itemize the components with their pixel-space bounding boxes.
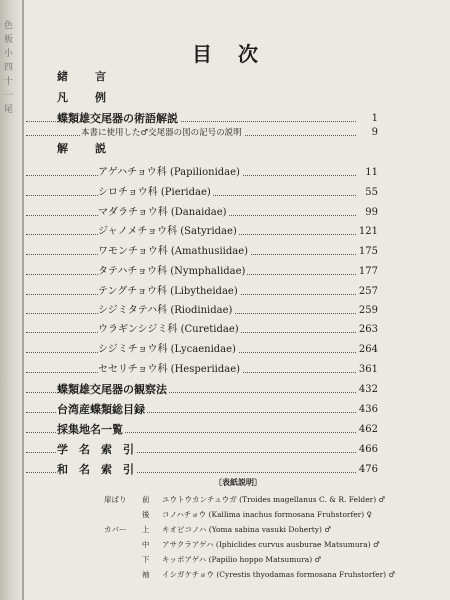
- cover-caption-c3: コノハチョウ (Kallima inachus formosana Fruhstorfer) ♀: [162, 510, 373, 519]
- toc-entry-page: 99: [365, 207, 378, 218]
- cover-caption-title: 〔表紙説明〕: [214, 477, 262, 487]
- toc-entry[interactable]: [26, 113, 378, 125]
- toc-entry[interactable]: [26, 143, 378, 155]
- toc-entry-label: ウラギンシジミ科 (Curetidae): [98, 324, 239, 335]
- previous-page-edge: [0, 0, 22, 600]
- toc-entry-page: 121: [358, 226, 378, 237]
- toc-entry-label: セセリチョウ科 (Hesperiidae): [98, 364, 241, 375]
- toc-entry-label: シジミタテハ科 (Riodinidae): [98, 305, 233, 316]
- toc-entry-label: 解 説: [57, 142, 114, 155]
- toc-entry-page: 462: [358, 424, 378, 435]
- cover-caption-c1: 扉ばり: [104, 495, 127, 504]
- toc-entry-label: テングチョウ科 (Libytheidae): [98, 286, 238, 297]
- toc-entry-label: 緒 言: [57, 70, 114, 83]
- toc-entry-label: 本書に使用した♂交尾器の図の記号の説明: [81, 128, 242, 138]
- toc-entry-label: シロチョウ科 (Pieridae): [98, 187, 211, 198]
- toc-entry-page: 264: [358, 344, 378, 355]
- margin-char: 四: [4, 63, 14, 73]
- toc-entry-page: 1: [371, 113, 378, 124]
- toc-entry-label: マダラチョウ科 (Danaidae): [98, 207, 227, 218]
- margin-char: 一: [4, 91, 14, 101]
- toc-entry-label: 蝶類雄交尾器の観察法: [57, 383, 167, 396]
- toc-entry[interactable]: [26, 246, 378, 258]
- toc-page: [26, 0, 450, 600]
- margin-char: 板: [4, 35, 14, 45]
- cover-caption-c2: 中: [142, 540, 150, 549]
- toc-entry-page: 466: [358, 444, 378, 455]
- toc-entry[interactable]: [26, 384, 378, 396]
- toc-entry[interactable]: [26, 344, 378, 356]
- toc-entry[interactable]: [26, 266, 378, 278]
- toc-entry-page: 361: [358, 364, 378, 375]
- toc-entry-page: 177: [358, 266, 378, 277]
- toc-entry[interactable]: [26, 187, 378, 199]
- toc-entry[interactable]: [26, 464, 378, 476]
- cover-caption-row: [104, 507, 424, 522]
- margin-char: 十: [4, 77, 14, 87]
- toc-entry[interactable]: [26, 207, 378, 219]
- toc-entry[interactable]: [26, 364, 378, 376]
- toc-entry-label: 採集地名一覧: [57, 423, 123, 436]
- toc-entry-page: 9: [371, 127, 378, 138]
- toc-entry-page: 257: [358, 286, 378, 297]
- toc-entry-label: 和 名 索 引: [57, 463, 134, 476]
- page-title: 目次: [192, 42, 284, 66]
- margin-char: 色: [4, 21, 14, 31]
- cover-caption-c2: 後: [142, 510, 150, 519]
- cover-caption-c2: 袖: [142, 570, 150, 579]
- toc-entry-label: アゲハチョウ科 (Papilionidae): [98, 167, 240, 178]
- toc-entry-label: 台湾産蝶類総目録: [57, 403, 145, 416]
- cover-caption-row: [104, 567, 424, 582]
- cover-caption-c2: 上: [142, 525, 150, 534]
- toc-entry[interactable]: [26, 71, 378, 83]
- toc-entry[interactable]: [26, 92, 378, 104]
- toc-entry[interactable]: [26, 305, 378, 317]
- toc-entry-page: 259: [358, 305, 378, 316]
- cover-caption-row: [104, 492, 424, 507]
- toc-entry-page: 55: [365, 187, 378, 198]
- toc-entry-label: ジャノメチョウ科 (Satyridae): [98, 226, 237, 237]
- toc-entry[interactable]: [26, 404, 378, 416]
- cover-caption-c3: イシガケチョウ (Cyrestis thyodamas formosana Fruhstorfer) ♂: [162, 570, 396, 579]
- toc-entry-page: 263: [358, 324, 378, 335]
- toc-entry[interactable]: [26, 324, 378, 336]
- toc-entry-page: 436: [358, 404, 378, 415]
- margin-char: 小: [4, 49, 14, 59]
- margin-char: 尾: [4, 105, 14, 115]
- toc-entry-label: 凡 例: [57, 91, 114, 104]
- toc-entry-page: 11: [365, 167, 378, 178]
- cover-caption-c1: カバー: [104, 525, 127, 534]
- cover-caption-c2: 下: [142, 555, 150, 564]
- toc-entry-label: タテハチョウ科 (Nymphalidae): [98, 266, 246, 277]
- toc-entry-page: 432: [358, 384, 378, 395]
- toc-entry-page: 476: [358, 464, 378, 475]
- toc-entry[interactable]: [26, 286, 378, 298]
- cover-caption-c2: 前: [142, 495, 150, 504]
- toc-entry-label: 蝶類雄交尾器の術語解説: [57, 112, 178, 125]
- book-gutter: [22, 0, 24, 600]
- toc-entry[interactable]: [26, 167, 378, 179]
- cover-caption-row: [104, 522, 424, 537]
- toc-entry-page: 175: [358, 246, 378, 257]
- cover-caption-row: [104, 552, 424, 567]
- cover-caption-c3: キッポアゲハ (Papilio hoppo Matsumura) ♂: [162, 555, 322, 564]
- cover-caption-c3: ユウトウカンチュウガ (Troides magellanus C. & R. Felder) ♂: [162, 495, 386, 504]
- toc-entry-label: 学 名 索 引: [57, 443, 134, 456]
- cover-caption-row: [104, 537, 424, 552]
- toc-entry[interactable]: [26, 127, 378, 139]
- toc-entry-label: シジミチョウ科 (Lycaenidae): [98, 344, 236, 355]
- cover-caption-list: [104, 492, 424, 582]
- cover-caption-c3: アサクラアゲハ (Iphiclides curvus ausburae Matsumura) ♂: [162, 540, 380, 549]
- toc-entry[interactable]: [26, 226, 378, 238]
- cover-caption-c3: キオビコノハ (Yoma sabina vasuki Doherty) ♂: [162, 525, 332, 534]
- toc-entry-label: ワモンチョウ科 (Amathusiidae): [98, 246, 249, 257]
- toc-entry[interactable]: [26, 444, 378, 456]
- toc-entry[interactable]: [26, 424, 378, 436]
